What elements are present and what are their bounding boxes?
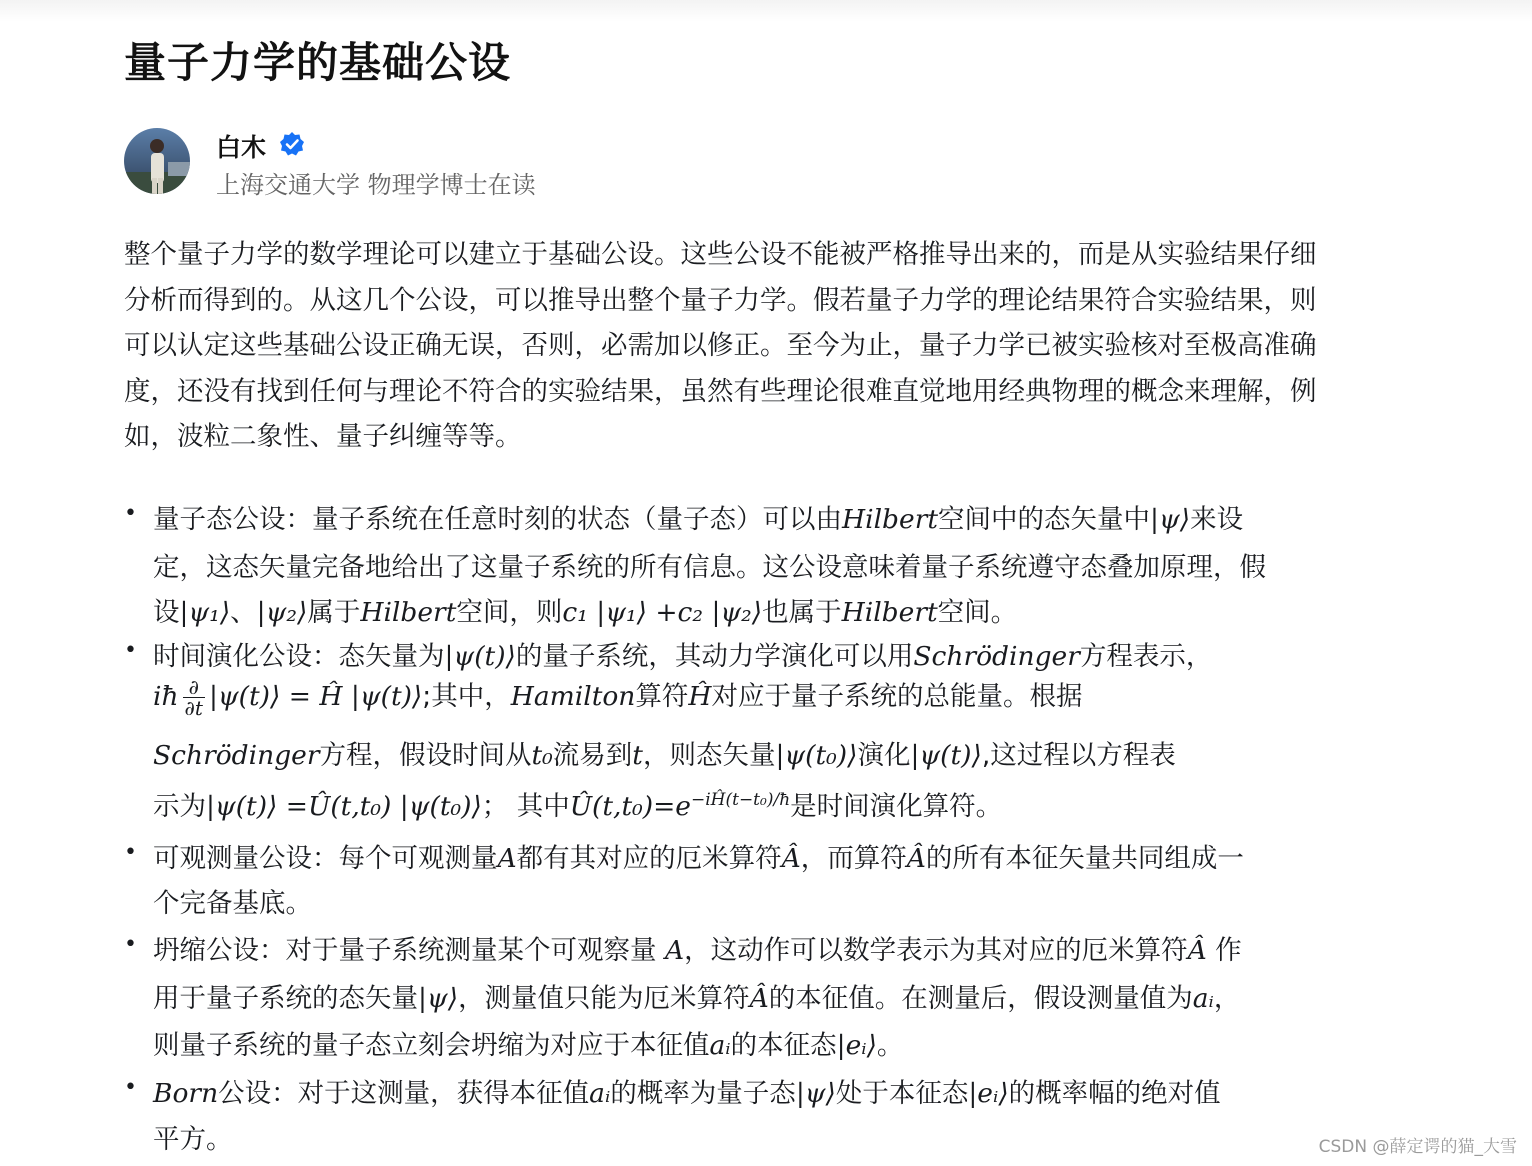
avatar[interactable] bbox=[124, 128, 190, 194]
postulate-evolution bbox=[124, 634, 1342, 836]
postulate-observable bbox=[124, 836, 1342, 928]
bullet: • bbox=[124, 840, 137, 865]
partial-derivative: $\frac{\partial}{\partial t}$ bbox=[184, 675, 203, 720]
postulate-collapse bbox=[124, 928, 1342, 1071]
born-line-1: Born公设：对于这测量，获得本征值aᵢ的概率为量子态|ψ⟩处于本征态|eᵢ⟩的概率幅的绝对值 bbox=[153, 1078, 1221, 1109]
csdn-watermark: CSDN @薛定谔的猫_大雪 bbox=[1318, 1137, 1517, 1157]
bullet: • bbox=[124, 501, 137, 526]
observable-line-1: 可观测量公设：每个可观测量A都有其对应的厄米算符Â，而算符Â的所有本征矢量共同组成一 bbox=[153, 843, 1244, 874]
observable-line-2: 个完备基底。 bbox=[153, 888, 312, 919]
bullet: • bbox=[124, 1075, 137, 1100]
state-line-1: 量子态公设：量子系统在任意时刻的状态（量子态）可以由Hilbert空间中的态矢量中|ψ⟩来设 bbox=[153, 504, 1244, 535]
intro-paragraph: 整个量子力学的数学理论可以建立于基础公设。这些公设不能被严格推导出来的，而是从实验结果仔细分析而得到的。从这几个公设，可以推导出整个量子力学。假若量子力学的理论结果符合实验结果，则可以认定这些基础公设正确无误，否则，必需加以修正。至今为止，量子力学已被实验核对至极高准确度，还没有找到任何与理论不符合的实验结果，虽然有些理论很难直觉地用经典物理的概念来理解，例如，波粒二象性、量子纠缠等等。 bbox=[124, 239, 1317, 452]
author-bio: 上海交通大学 物理学博士在读 bbox=[216, 171, 536, 199]
top-bar bbox=[0, 0, 1532, 22]
verified-badge-icon bbox=[279, 131, 305, 157]
evolution-line-1: 时间演化公设：态矢量为|ψ(t)⟩的量子系统，其动力学演化可以用Schrödinger方程表示， bbox=[153, 641, 1213, 672]
evolution-line-2: iħ $\frac{\partial}{\partial t}$ |ψ(t)⟩ = Ĥ |ψ(t)⟩;其中，Hamilton算符Ĥ对应于量子系统的总能量。根据 bbox=[153, 675, 1083, 720]
postulates-list bbox=[124, 497, 1342, 1166]
bullet: • bbox=[124, 932, 137, 957]
postulate-state bbox=[124, 497, 1342, 634]
author-name[interactable]: 白木 bbox=[216, 133, 267, 162]
collapse-line-1: 坍缩公设：对于量子系统测量某个可观察量 A，这动作可以数学表示为其对应的厄米算符Â 作 bbox=[153, 935, 1242, 966]
page-title: 量子力学的基础公设 bbox=[124, 38, 512, 87]
evolution-line-3: Schrödinger方程，假设时间从t₀流易到t，则态矢量|ψ(t₀)⟩演化|ψ(t)⟩,这过程以方程表 bbox=[153, 740, 1176, 771]
bullet: • bbox=[124, 638, 137, 663]
state-line-2: 定，这态矢量完备地给出了这量子系统的所有信息。这公设意味着量子系统遵守态叠加原理，假 bbox=[153, 552, 1266, 583]
state-line-3: 设|ψ₁⟩、|ψ₂⟩属于Hilbert空间，则c₁ |ψ₁⟩ +c₂ |ψ₂⟩也属于Hilbert空间。 bbox=[153, 597, 1018, 628]
collapse-line-3: 则量子系统的量子态立刻会坍缩为对应于本征值aᵢ的本征态|eᵢ⟩。 bbox=[153, 1030, 904, 1061]
collapse-line-2: 用于量子系统的态矢量|ψ⟩，测量值只能为厄米算符Â的本征值。在测量后，假设测量值为aᵢ， bbox=[153, 983, 1241, 1014]
postulate-born bbox=[124, 1071, 1342, 1166]
avatar-photo-icon bbox=[124, 128, 190, 194]
evolution-line-4: 示为|ψ(t)⟩ =Û(t,t₀) |ψ(t₀)⟩； 其中$Û(t,t_0)=e^{-iĤ(t-t_0)/ħ}$是时间演化算符。 bbox=[153, 790, 1003, 822]
born-line-2: 平方。 bbox=[153, 1124, 233, 1155]
